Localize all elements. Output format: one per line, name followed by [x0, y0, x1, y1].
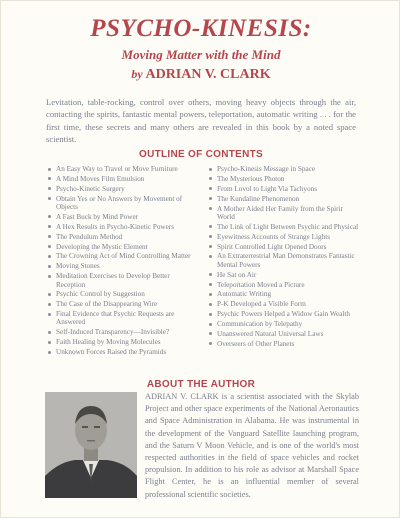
contents-item: Unanswered Natural Universal Laws [209, 330, 359, 338]
contents-item: A Mind Moves Film Emulsion [48, 175, 198, 183]
contents-item: Faith Healing by Moving Molecules [48, 338, 198, 346]
contents-item: Psycho-Kinesis Message in Space [209, 165, 359, 173]
contents-item: Psychic Powers Helped a Widow Gain Wealth [209, 310, 359, 318]
contents-item: Spirit Controlled Light Opened Doors [209, 243, 359, 251]
contents-list-right [209, 165, 359, 350]
contents-item: The Pendulum Method [48, 233, 198, 241]
book-subtitle: Moving Matter with the Mind [121, 47, 281, 62]
author-name: ADRIAN V. CLARK [145, 67, 271, 82]
byline-prefix: by [131, 67, 143, 81]
contents-item: Moving Stones [48, 262, 198, 270]
author-photo [45, 392, 137, 498]
contents-item: Psychic Control by Suggestion [48, 290, 198, 298]
contents-item: Teleportation Moved a Picture [209, 281, 359, 289]
contents-item: Automatic Writing [209, 290, 359, 298]
contents-item: An Easy Way to Travel or Move Furniture [48, 165, 198, 173]
contents-list-left [48, 165, 198, 358]
contents-item: The Mysterious Photon [209, 175, 359, 183]
byline [1, 67, 400, 83]
author-portrait-image [45, 392, 137, 498]
contents-item: Overseers of Other Planets [209, 340, 359, 348]
contents-item: The Kundaline Phenomenon [209, 195, 359, 203]
contents-item: Eyewitness Accounts of Strange Lights [209, 233, 359, 241]
intro-paragraph: Levitation, table-rocking, control over others, moving heavy objects through the air, contacting the spirits, fantastic mental powers, teleportation, automatic writing . . . for the first time, these secrets and many others are revealed in this book by a noted space scientist. [46, 97, 356, 145]
contents-item: Unknown Forces Raised the Pyramids [48, 348, 198, 356]
contents-item: The Crowning Act of Mind Controlling Matter [48, 252, 198, 260]
contents-item: P-K Developed a Visible Form [209, 300, 359, 308]
contents-item: Obtain Yes or No Answers by Movement of Objects [48, 195, 198, 212]
contents-item: A Fast Buck by Mind Power [48, 213, 198, 221]
author-heading: ABOUT THE AUTHOR [146, 379, 256, 390]
contents-item: Psycho-Kinetic Surgery [48, 185, 198, 193]
contents-item: He Sat on Air [209, 271, 359, 279]
contents-item: From Lovol to Light Via Tachyons [209, 185, 359, 193]
contents-item: Developing the Mystic Element [48, 243, 198, 251]
contents-item: The Link of Light Between Psychic and Physical [209, 223, 359, 231]
contents-heading: OUTLINE OF CONTENTS [138, 149, 264, 160]
contents-item: The Case of the Disappearing Wire [48, 300, 198, 308]
contents-item: A Hex Results in Psycho-Kinetic Powers [48, 223, 198, 231]
contents-item: Meditation Exercises to Develop Better Reception [48, 272, 198, 289]
contents-item: Self-Induced Transparency—Invisible? [48, 328, 198, 336]
author-bio: ADRIAN V. CLARK is a scientist associated with the Skylab Project and other space experiments of the National Aeronautics and Space Administration in Alabama. He was instrumental in the development of the Vanguard Satellite launching program, and the Saturn V Moon Vehicle, and is one of the world's most respected authorities in the field of space vehicles and rocket propulsion. In addition to his role as advisor at Marshall Space Flight Center, he is an influential member of several professional scientific societies. [145, 392, 359, 499]
contents-item: Communication by Telepathy [209, 320, 359, 328]
book-title: PSYCHO-KINESIS: [90, 15, 312, 42]
contents-item: Final Evidence that Psychic Requests are Answered [48, 310, 198, 327]
contents-item: A Mother Aided Her Family from the Spirit World [209, 205, 359, 222]
contents-item: An Extraterrestrial Man Demonstrates Fantastic Mental Powers [209, 252, 359, 269]
